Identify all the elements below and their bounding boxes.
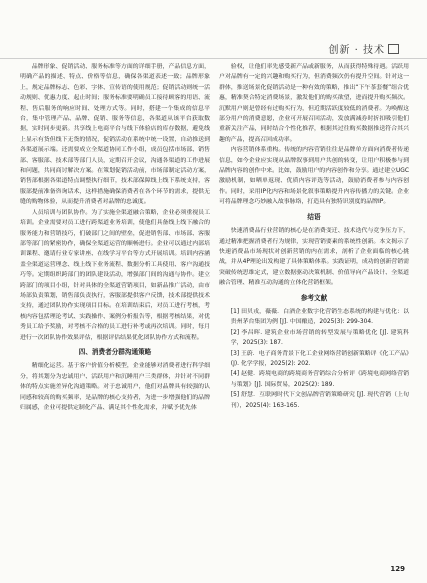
paragraph: 精细化运营。基于客户价值分析模型，企业能够对消费者进行科学细分，将其划分为忠诚用户、活跃用户和沉睡用户三类群体，并针对不同群体的特点实施差异化沟通策略。对于忠诚用户，他们对品牌具有较强的认同感和较高的购买频率，是品牌的核心支持者，为进一步增强他们的品牌归属感，企业可提供定制化产品、满足其个性化需求，并赋予优先体 (20, 363, 210, 411)
reference-item: [5] 舒慧．互联网时代下文创品牌营销策略研究 [J]. 现代营销（上旬刊），2025(4): 163-165. (230, 392, 409, 409)
paragraph: 验权，让他们率先感受新产品或新服务，从而获得特殊待遇。活跃用户对品牌有一定的兴趣和购买行为，但消费频次仍有提升空间。针对这一群体，推送场景化促销活动是一种有效的策略，推出“下午茶套餐”组合优惠，精准契合特定消费场景，激发他们的购买欲望，进而提升购买频次。沉默用户则是曾经有过购买行为，但近期活跃度较低的消费者。为唤醒这部分用户的消费意愿，企业可开展召回活动，发放满减券时折扣吸引他们重新关注产品，同时结合个性化推荐，根据其过往购买数据推送符合其兴趣的产品，提高召回成功率。 (219, 64, 409, 143)
checkbox-icon (388, 44, 399, 54)
references-heading: 参考文献 (300, 293, 328, 302)
paragraph: 内容营销体系重构。传统的内容营销往往是品牌单方面向消费者传递信息，如今企业应实现从品牌叙事到用户共创的转变，让用户积极参与到品牌内容的创作中来。比如，鼓励用户的内容创作和分享。通过建立UGC激励机制，如晒单返现、优质内容评选等活动，鼓励消费者参与内容创作。同时，采用IP化内容和场景化叙事策略提升内容传播力的关键。企业可将品牌理念巧妙融入故事脉络，打造具有独特识别度的品牌IP。 (219, 147, 409, 206)
page-number: 129 (390, 565, 405, 573)
section-heading: 结语 (307, 212, 321, 221)
header-rule (0, 58, 427, 59)
section-heading: 四、消费者分群沟通策略 (78, 347, 152, 356)
right-column (219, 62, 409, 411)
paragraph: 品牌形象、促销活动、服务标准等方面的详细手册，产品信息方面，明确产品的描述、特点、价格等信息，确保各渠道表述一致；品牌形象上，规定品牌标志、色彩、字体、宣传语的使用规范；促销活动则统一活动规则、优惠力度、起止时间；服务标准要明确员工接待顾客的用语、流程、售后服务的响应时间、处理方式等。同时，搭建一个集成的信息平台，集中管理产品、品牌、促销、服务等信息，各渠道从该平台获取数据，实时同步更新。共享线上电商平台与线下体验店的库存数据，避免线上显示有货但线下无货的情况，促销活动在系统中统一设置，自动推送到各渠道展示端。还需要成立全渠道协同工作小组，成员包括市场部、销售部、客服部、技术部等部门人员，定期召开会议，沟通各渠道的工作进展和问题，共同商讨解决方案。在策划促销活动前，市场部制定活动方案，销售部根据各渠道特点调整执行细节，技术部保障线上线下系统支持，客服部提前准备咨询话术，这样措施确保消费者在各个环节的需求，提供无缝的购物体验，从而提升消费者对品牌的忠诚度。 (20, 64, 210, 206)
reference-item: [3] 王蔚．电子商务背景下化工企业网络营销创新策略评《化工产品》(J). 化学学报，2025(2): 202. (230, 350, 409, 367)
left-column (20, 62, 210, 413)
paragraph: 快速消费品行业营销的核心是在消费变迁、技术迭代与竞争压力下，通过精准把握消费者行为规律，实现营销要素的系统性创新。本文揭示了快速消费品市场现状对创新营销的内在需求，剖析了企业面临的核心挑战，并从4P理论出发构建了具体策略体系。实践证明，成功的创新营销需突破传统思维定式，建立数据驱动决策机制、价值导向产品设计、全渠道融合管理、精准互动沟通的立体化营销框架。 (219, 228, 409, 287)
reference-item: [2] 李昌晖. 建筑企业市场营销的转型发展与策略优化 [J]. 建筑科学，2025(3): 187. (230, 329, 409, 347)
reference-item: [1] 田贝戎，薇薇．白酒企业数字化营销生态系统的构建与优化：以贵州茅台集团为例 [J]. 中国酿造，2025(3): 299-304. (230, 308, 409, 326)
section-label: 创新 · 技术 (328, 41, 399, 56)
reference-item: [4] 赵健．跨境电商的跨境商务营销综合分析评《跨境电商网络营销与策划》[J]. 国际贸易，2025(2): 189. (230, 371, 409, 388)
paragraph: 人员培训与团队协作。为了实施全渠道融合策略，企业必须重视员工培训。企业需要对员工进行跨渠道业务培训，使他们具备线上线下融合的服务能力和营销技巧，们破部门之间的壁垒，促进销售部、市场部、客服部等部门的紧密协作，确保全渠道运营的顺畅进行。企业可以通过内部培训课程、邀请行业专家讲座、在线学习平台等方式开展培训。培训内容涵盖全渠道运营理念、线上线下业务流程、数据分析工具使用、客户沟通技巧等。定期组织跨部门的团队建设活动，增强部门间的沟通与协作。建立跨部门的项目小组，针对具体的全渠道营销项目，如新品推广活动，由市场部负责策划，销售部负责执行，客服部提供客户反馈，技术部提供技术支持，通过团队协作实现项目目标。在培训结束后，对员工进行考核，考核内容包括理论考试、实践操作、案例分析报告等，根据考核结果，对优秀员工给予奖励，对考核不合格的员工进行补考或再次培训。同时，每月进行一次团队协作效果评估，根据评估结果优化团队协作方式和流程。 (20, 209, 210, 341)
